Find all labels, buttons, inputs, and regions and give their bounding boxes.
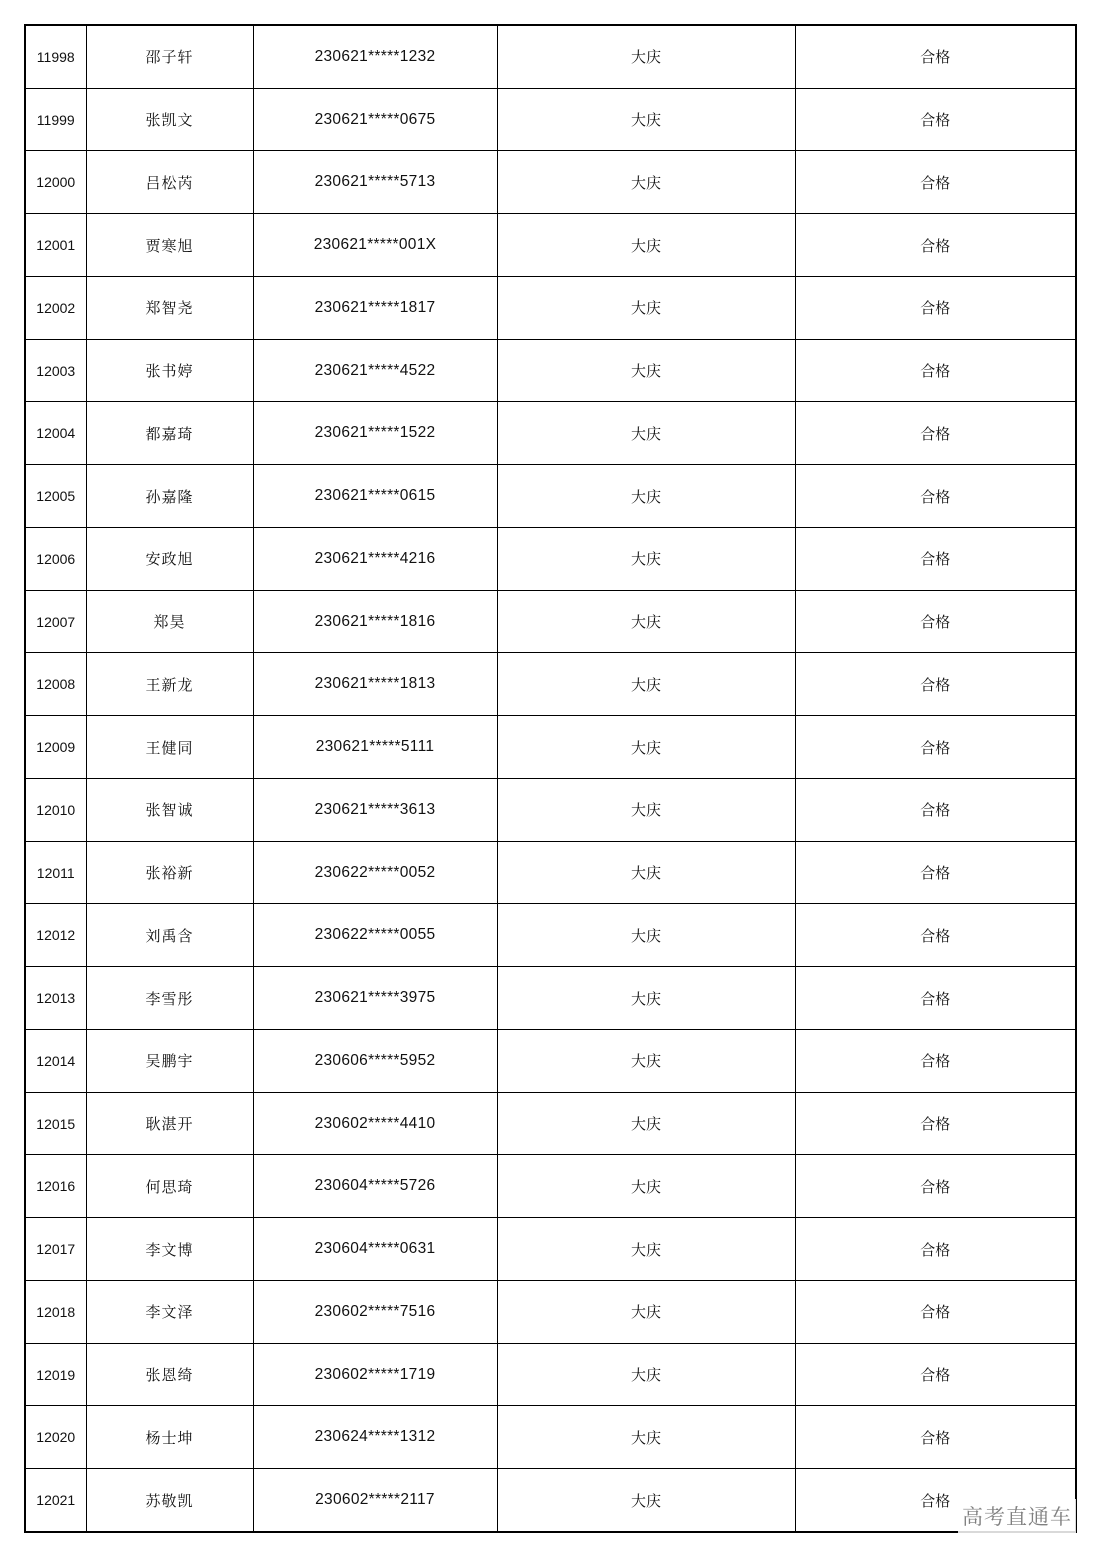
id-number-cell: 230621*****0675	[253, 88, 497, 151]
city-cell: 大庆	[497, 276, 795, 339]
result-cell: 合格	[795, 904, 1075, 967]
id-number-cell: 230621*****1522	[253, 402, 497, 465]
id-number-cell: 230606*****5952	[253, 1029, 497, 1092]
name-cell: 安政旭	[86, 527, 253, 590]
seq-number-cell: 12011	[26, 841, 86, 904]
id-number-cell: 230604*****0631	[253, 1218, 497, 1281]
result-cell: 合格	[795, 339, 1075, 402]
city-cell: 大庆	[497, 339, 795, 402]
seq-number-cell: 12016	[26, 1155, 86, 1218]
result-cell: 合格	[795, 26, 1075, 88]
city-cell: 大庆	[497, 1280, 795, 1343]
city-cell: 大庆	[497, 1092, 795, 1155]
table-row	[26, 339, 1075, 402]
result-cell: 合格	[795, 1343, 1075, 1406]
city-cell: 大庆	[497, 590, 795, 653]
table-row	[26, 402, 1075, 465]
id-number-cell: 230602*****1719	[253, 1343, 497, 1406]
id-number-cell: 230621*****1813	[253, 653, 497, 716]
id-number-cell: 230621*****001X	[253, 214, 497, 277]
id-number-cell: 230602*****2117	[253, 1469, 497, 1531]
city-cell: 大庆	[497, 26, 795, 88]
result-cell: 合格	[795, 653, 1075, 716]
seq-number-cell: 12008	[26, 653, 86, 716]
name-cell: 贾寒旭	[86, 214, 253, 277]
name-cell: 王健同	[86, 716, 253, 779]
city-cell: 大庆	[497, 1029, 795, 1092]
table-row	[26, 465, 1075, 528]
city-cell: 大庆	[497, 214, 795, 277]
id-number-cell: 230621*****3613	[253, 778, 497, 841]
id-number-cell: 230621*****4216	[253, 527, 497, 590]
id-number-cell: 230621*****1232	[253, 26, 497, 88]
seq-number-cell: 12018	[26, 1280, 86, 1343]
seq-number-cell: 12017	[26, 1218, 86, 1281]
seq-number-cell: 12010	[26, 778, 86, 841]
roster-table-body	[26, 26, 1075, 1531]
id-number-cell: 230621*****1816	[253, 590, 497, 653]
name-cell: 张书婷	[86, 339, 253, 402]
table-row	[26, 276, 1075, 339]
name-cell: 杨士坤	[86, 1406, 253, 1469]
name-cell: 耿湛开	[86, 1092, 253, 1155]
city-cell: 大庆	[497, 465, 795, 528]
name-cell: 李文博	[86, 1218, 253, 1281]
city-cell: 大庆	[497, 716, 795, 779]
table-row	[26, 214, 1075, 277]
city-cell: 大庆	[497, 1155, 795, 1218]
seq-number-cell: 12004	[26, 402, 86, 465]
city-cell: 大庆	[497, 1406, 795, 1469]
name-cell: 何思琦	[86, 1155, 253, 1218]
seq-number-cell: 12013	[26, 967, 86, 1030]
name-cell: 王新龙	[86, 653, 253, 716]
name-cell: 郑智尧	[86, 276, 253, 339]
result-cell: 合格	[795, 1469, 1075, 1531]
name-cell: 吴鹏宇	[86, 1029, 253, 1092]
result-cell: 合格	[795, 402, 1075, 465]
result-cell: 合格	[795, 967, 1075, 1030]
name-cell: 孙嘉隆	[86, 465, 253, 528]
city-cell: 大庆	[497, 402, 795, 465]
table-row	[26, 1406, 1075, 1469]
seq-number-cell: 12021	[26, 1469, 86, 1531]
seq-number-cell: 12012	[26, 904, 86, 967]
seq-number-cell: 12019	[26, 1343, 86, 1406]
seq-number-cell: 12002	[26, 276, 86, 339]
result-cell: 合格	[795, 88, 1075, 151]
city-cell: 大庆	[497, 151, 795, 214]
city-cell: 大庆	[497, 1218, 795, 1281]
id-number-cell: 230621*****3975	[253, 967, 497, 1030]
id-number-cell: 230622*****0052	[253, 841, 497, 904]
result-cell: 合格	[795, 527, 1075, 590]
table-row	[26, 1469, 1075, 1531]
name-cell: 李文泽	[86, 1280, 253, 1343]
table-row	[26, 841, 1075, 904]
seq-number-cell: 12009	[26, 716, 86, 779]
table-row	[26, 716, 1075, 779]
name-cell: 邵子轩	[86, 26, 253, 88]
name-cell: 都嘉琦	[86, 402, 253, 465]
id-number-cell: 230604*****5726	[253, 1155, 497, 1218]
seq-number-cell: 12007	[26, 590, 86, 653]
city-cell: 大庆	[497, 841, 795, 904]
result-cell: 合格	[795, 1406, 1075, 1469]
id-number-cell: 230621*****5111	[253, 716, 497, 779]
table-row	[26, 590, 1075, 653]
name-cell: 张裕新	[86, 841, 253, 904]
name-cell: 郑昊	[86, 590, 253, 653]
seq-number-cell: 12000	[26, 151, 86, 214]
name-cell: 苏敬凯	[86, 1469, 253, 1531]
table-row	[26, 778, 1075, 841]
seq-number-cell: 12006	[26, 527, 86, 590]
city-cell: 大庆	[497, 967, 795, 1030]
seq-number-cell: 12005	[26, 465, 86, 528]
id-number-cell: 230624*****1312	[253, 1406, 497, 1469]
table-row	[26, 967, 1075, 1030]
id-number-cell: 230602*****4410	[253, 1092, 497, 1155]
city-cell: 大庆	[497, 904, 795, 967]
result-cell: 合格	[795, 716, 1075, 779]
roster-sheet	[24, 24, 1077, 1533]
table-row	[26, 88, 1075, 151]
table-row	[26, 904, 1075, 967]
name-cell: 张智诚	[86, 778, 253, 841]
seq-number-cell: 12014	[26, 1029, 86, 1092]
seq-number-cell: 12020	[26, 1406, 86, 1469]
city-cell: 大庆	[497, 527, 795, 590]
city-cell: 大庆	[497, 88, 795, 151]
name-cell: 刘禹含	[86, 904, 253, 967]
roster-table	[26, 26, 1075, 1531]
result-cell: 合格	[795, 1029, 1075, 1092]
result-cell: 合格	[795, 590, 1075, 653]
result-cell: 合格	[795, 276, 1075, 339]
name-cell: 张恩绮	[86, 1343, 253, 1406]
table-row	[26, 1343, 1075, 1406]
name-cell: 李雪彤	[86, 967, 253, 1030]
table-row	[26, 1029, 1075, 1092]
table-row	[26, 151, 1075, 214]
city-cell: 大庆	[497, 778, 795, 841]
table-row	[26, 1092, 1075, 1155]
result-cell: 合格	[795, 841, 1075, 904]
seq-number-cell: 12001	[26, 214, 86, 277]
seq-number-cell: 12003	[26, 339, 86, 402]
result-cell: 合格	[795, 1218, 1075, 1281]
seq-number-cell: 12015	[26, 1092, 86, 1155]
result-cell: 合格	[795, 778, 1075, 841]
id-number-cell: 230621*****5713	[253, 151, 497, 214]
name-cell: 张凯文	[86, 88, 253, 151]
id-number-cell: 230621*****1817	[253, 276, 497, 339]
table-row	[26, 527, 1075, 590]
result-cell: 合格	[795, 1155, 1075, 1218]
id-number-cell: 230621*****0615	[253, 465, 497, 528]
seq-number-cell: 11998	[26, 26, 86, 88]
table-row	[26, 1218, 1075, 1281]
table-row	[26, 26, 1075, 88]
city-cell: 大庆	[497, 653, 795, 716]
result-cell: 合格	[795, 214, 1075, 277]
seq-number-cell: 11999	[26, 88, 86, 151]
id-number-cell: 230622*****0055	[253, 904, 497, 967]
city-cell: 大庆	[497, 1343, 795, 1406]
watermark-text: 高考直通车	[958, 1499, 1076, 1533]
result-cell: 合格	[795, 151, 1075, 214]
table-row	[26, 1155, 1075, 1218]
city-cell: 大庆	[497, 1469, 795, 1531]
name-cell: 吕松芮	[86, 151, 253, 214]
result-cell: 合格	[795, 1092, 1075, 1155]
id-number-cell: 230621*****4522	[253, 339, 497, 402]
id-number-cell: 230602*****7516	[253, 1280, 497, 1343]
result-cell: 合格	[795, 465, 1075, 528]
table-row	[26, 1280, 1075, 1343]
table-row	[26, 653, 1075, 716]
result-cell: 合格	[795, 1280, 1075, 1343]
